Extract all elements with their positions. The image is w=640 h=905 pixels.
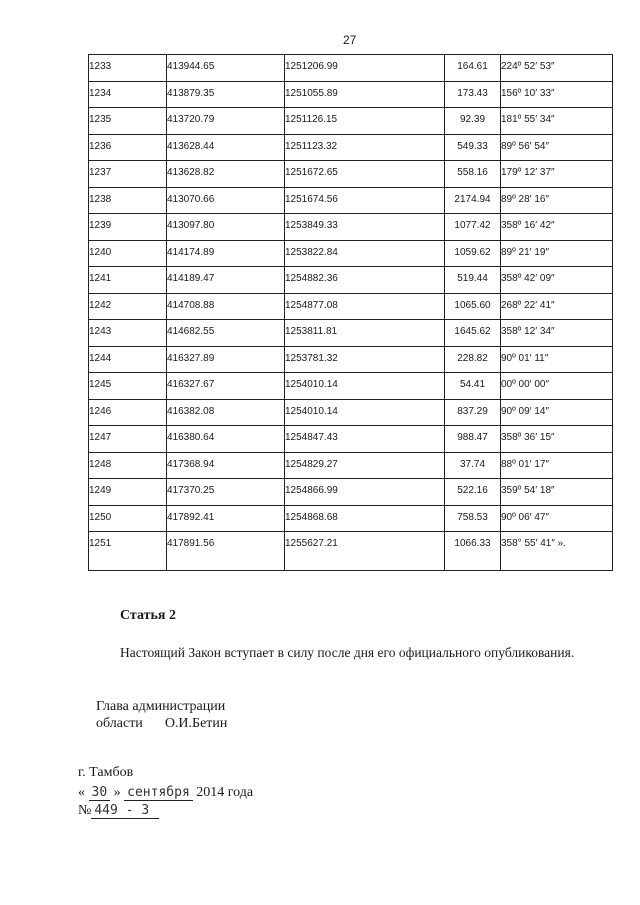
point-number-cell: 1246 [89, 399, 167, 426]
length-cell: 228.82 [445, 346, 501, 373]
point-number-cell: 1234 [89, 81, 167, 108]
point-number-cell: 1242 [89, 293, 167, 320]
y-coordinate-cell: 1251206.99 [285, 55, 445, 82]
point-number-cell: 1249 [89, 479, 167, 506]
table-row [89, 108, 613, 135]
date-month: сентября [124, 785, 193, 801]
length-cell: 522.16 [445, 479, 501, 506]
angle-cell: 90º 06′ 47″ [501, 505, 613, 532]
table-row [89, 161, 613, 188]
point-number-cell: 1240 [89, 240, 167, 267]
length-cell: 758.53 [445, 505, 501, 532]
point-number-cell: 1251 [89, 532, 167, 571]
point-number-cell: 1241 [89, 267, 167, 294]
y-coordinate-cell: 1254882.36 [285, 267, 445, 294]
length-cell: 988.47 [445, 426, 501, 453]
length-cell: 164.61 [445, 55, 501, 82]
page-number: 27 [343, 33, 357, 47]
angle-cell: 00º 00′ 00″ [501, 373, 613, 400]
point-number-cell: 1238 [89, 187, 167, 214]
law-number-value: 449 - 3 [91, 803, 159, 819]
table-row [89, 187, 613, 214]
y-coordinate-cell: 1254877.08 [285, 293, 445, 320]
date-day: 30 [89, 785, 111, 801]
point-number-cell: 1247 [89, 426, 167, 453]
x-coordinate-cell: 413628.82 [167, 161, 285, 188]
x-coordinate-cell: 414682.55 [167, 320, 285, 347]
y-coordinate-cell: 1254847.43 [285, 426, 445, 453]
coordinates-table-body [89, 55, 613, 571]
x-coordinate-cell: 413097.80 [167, 214, 285, 241]
table-row [89, 293, 613, 320]
angle-cell: 358° 55′ 41″ ». [501, 532, 613, 571]
x-coordinate-cell: 414174.89 [167, 240, 285, 267]
length-cell: 1059.62 [445, 240, 501, 267]
x-coordinate-cell: 417370.25 [167, 479, 285, 506]
length-cell: 2174.94 [445, 187, 501, 214]
x-coordinate-cell: 417891.56 [167, 532, 285, 571]
length-cell: 54.41 [445, 373, 501, 400]
date-close-quote: » [113, 785, 121, 800]
y-coordinate-cell: 1255627.21 [285, 532, 445, 571]
signature-region: области [96, 716, 143, 731]
length-cell: 1077.42 [445, 214, 501, 241]
x-coordinate-cell: 416382.08 [167, 399, 285, 426]
angle-cell: 358º 42′ 09″ [501, 267, 613, 294]
angle-cell: 89º 21′ 19″ [501, 240, 613, 267]
x-coordinate-cell: 416327.89 [167, 346, 285, 373]
angle-cell: 89º 28′ 16″ [501, 187, 613, 214]
y-coordinate-cell: 1251672.65 [285, 161, 445, 188]
angle-cell: 89º 56′ 54″ [501, 134, 613, 161]
article-paragraph: Настоящий Закон вступает в силу после дня его официального опубликования. [120, 645, 575, 660]
x-coordinate-cell: 413070.66 [167, 187, 285, 214]
x-coordinate-cell: 414708.88 [167, 293, 285, 320]
angle-cell: 90º 01′ 11″ [501, 346, 613, 373]
length-cell: 519.44 [445, 267, 501, 294]
signature-title: Глава администрации [96, 699, 226, 714]
table-row [89, 532, 613, 571]
table-row [89, 267, 613, 294]
y-coordinate-cell: 1251674.56 [285, 187, 445, 214]
table-row [89, 479, 613, 506]
table-row [89, 399, 613, 426]
angle-cell: 181º 55′ 34″ [501, 108, 613, 135]
point-number-cell: 1237 [89, 161, 167, 188]
date-open-quote: « [78, 785, 85, 800]
x-coordinate-cell: 416327.67 [167, 373, 285, 400]
y-coordinate-cell: 1253849.33 [285, 214, 445, 241]
y-coordinate-cell: 1254829.27 [285, 452, 445, 479]
length-cell: 92.39 [445, 108, 501, 135]
table-row [89, 134, 613, 161]
angle-cell: 358º 12′ 34″ [501, 320, 613, 347]
length-cell: 549.33 [445, 134, 501, 161]
angle-cell: 358º 16′ 42″ [501, 214, 613, 241]
length-cell: 1645.62 [445, 320, 501, 347]
law-number-line [78, 803, 159, 819]
table-row [89, 505, 613, 532]
angle-cell: 88º 01′ 17″ [501, 452, 613, 479]
length-cell: 558.16 [445, 161, 501, 188]
article-title: Статья 2 [120, 608, 176, 623]
law-number-prefix: № [78, 803, 92, 818]
length-cell: 173.43 [445, 81, 501, 108]
x-coordinate-cell: 414189.47 [167, 267, 285, 294]
angle-cell: 179º 12′ 37″ [501, 161, 613, 188]
x-coordinate-cell: 416380.64 [167, 426, 285, 453]
y-coordinate-cell: 1254868.68 [285, 505, 445, 532]
x-coordinate-cell: 417368.94 [167, 452, 285, 479]
point-number-cell: 1245 [89, 373, 167, 400]
signature-name: О.И.Бетин [164, 716, 228, 731]
table-row [89, 373, 613, 400]
place: г. Тамбов [78, 765, 134, 780]
table-row [89, 214, 613, 241]
angle-cell: 358º 36′ 15″ [501, 426, 613, 453]
point-number-cell: 1244 [89, 346, 167, 373]
y-coordinate-cell: 1253781.32 [285, 346, 445, 373]
point-number-cell: 1239 [89, 214, 167, 241]
y-coordinate-cell: 1251055.89 [285, 81, 445, 108]
point-number-cell: 1236 [89, 134, 167, 161]
y-coordinate-cell: 1253811.81 [285, 320, 445, 347]
x-coordinate-cell: 417892.41 [167, 505, 285, 532]
length-cell: 37.74 [445, 452, 501, 479]
x-coordinate-cell: 413628.44 [167, 134, 285, 161]
table-row [89, 452, 613, 479]
table-row [89, 55, 613, 82]
length-cell: 1066.33 [445, 532, 501, 571]
point-number-cell: 1250 [89, 505, 167, 532]
angle-cell: 268º 22′ 41″ [501, 293, 613, 320]
table-row [89, 320, 613, 347]
y-coordinate-cell: 1254866.99 [285, 479, 445, 506]
point-number-cell: 1243 [89, 320, 167, 347]
table-row [89, 426, 613, 453]
angle-cell: 90º 09′ 14″ [501, 399, 613, 426]
point-number-cell: 1233 [89, 55, 167, 82]
signature-line [96, 716, 227, 732]
date-year: 2014 года [196, 785, 254, 800]
x-coordinate-cell: 413944.65 [167, 55, 285, 82]
y-coordinate-cell: 1253822.84 [285, 240, 445, 267]
table-row [89, 81, 613, 108]
angle-cell: 359º 54′ 18″ [501, 479, 613, 506]
table-row [89, 346, 613, 373]
point-number-cell: 1248 [89, 452, 167, 479]
length-cell: 1065.60 [445, 293, 501, 320]
y-coordinate-cell: 1251123.32 [285, 134, 445, 161]
y-coordinate-cell: 1254010.14 [285, 373, 445, 400]
angle-cell: 156º 10′ 33″ [501, 81, 613, 108]
point-number-cell: 1235 [89, 108, 167, 135]
length-cell: 837.29 [445, 399, 501, 426]
x-coordinate-cell: 413720.79 [167, 108, 285, 135]
table-row [89, 240, 613, 267]
x-coordinate-cell: 413879.35 [167, 81, 285, 108]
coordinates-table [88, 54, 613, 571]
y-coordinate-cell: 1251126.15 [285, 108, 445, 135]
y-coordinate-cell: 1254010.14 [285, 399, 445, 426]
angle-cell: 224º 52′ 53″ [501, 55, 613, 82]
date-line [78, 785, 253, 801]
